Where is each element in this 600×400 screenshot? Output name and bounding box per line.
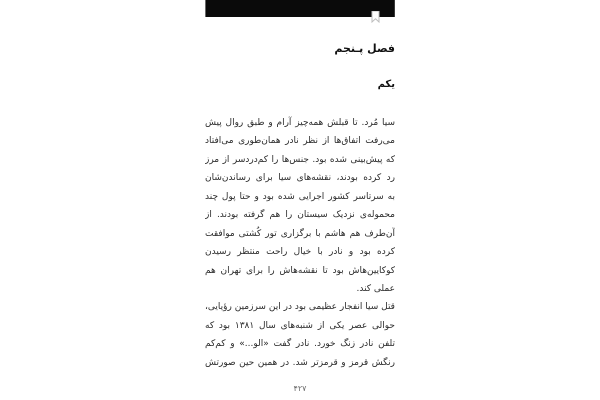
body-line: سیا مُرد. تا قبلش همه‌چیز آرام و طبق روال پیش xyxy=(205,118,395,128)
body-line: رنگش قرمز و قرمزتر شد. در همین حین صورتش xyxy=(205,357,395,368)
body-line: رد کرده بودند، نقشه‌های سیا برای رساندن‌شان xyxy=(205,173,395,184)
section-title: یکم xyxy=(377,79,395,90)
body-line: کوکایین‌هاش بود تا نقشه‌هاش را برای تهران هم xyxy=(205,265,395,276)
body-line: محموله‌ی نزدیک سیستان را هم گرفته بودند. از xyxy=(205,210,395,221)
body-line: آن‌طرف هم هاشم با برگزاری تور کُشتی موافقت xyxy=(205,228,395,239)
page-number: ۴۲۷ xyxy=(293,384,307,393)
body-line: می‌رفت اتفاق‌ها از نظر نادر همان‌طوری می‌افتاد xyxy=(205,136,395,147)
body-line: کرده بود و نادر با خیال راحت منتظر رسیدن xyxy=(205,247,395,258)
body-line: به سرتاسر کشور اجرایی شده بود و حتا پول چند xyxy=(205,191,395,202)
body-line: حوالی عصر یکی از شنبه‌های سال ۱۳۸۱ بود که xyxy=(205,320,395,331)
body-line: که پیش‌بینی شده بود. جنس‌ها را کم‌دردسر از مرز xyxy=(205,154,395,165)
body-line: قتل سیا انفجار عظیمی بود در این سرزمین رؤیایی، xyxy=(205,302,395,313)
body-line: تلفن نادر زنگ خورد. نادر گفت «الو...» و کم‌کم xyxy=(205,339,395,350)
body-line: عملی کند. xyxy=(356,283,395,294)
chapter-title: فصل پـنجم xyxy=(334,42,395,55)
reader-topbar[interactable] xyxy=(205,0,395,17)
bookmark-icon[interactable] xyxy=(371,11,380,23)
page-body-text xyxy=(205,114,395,372)
